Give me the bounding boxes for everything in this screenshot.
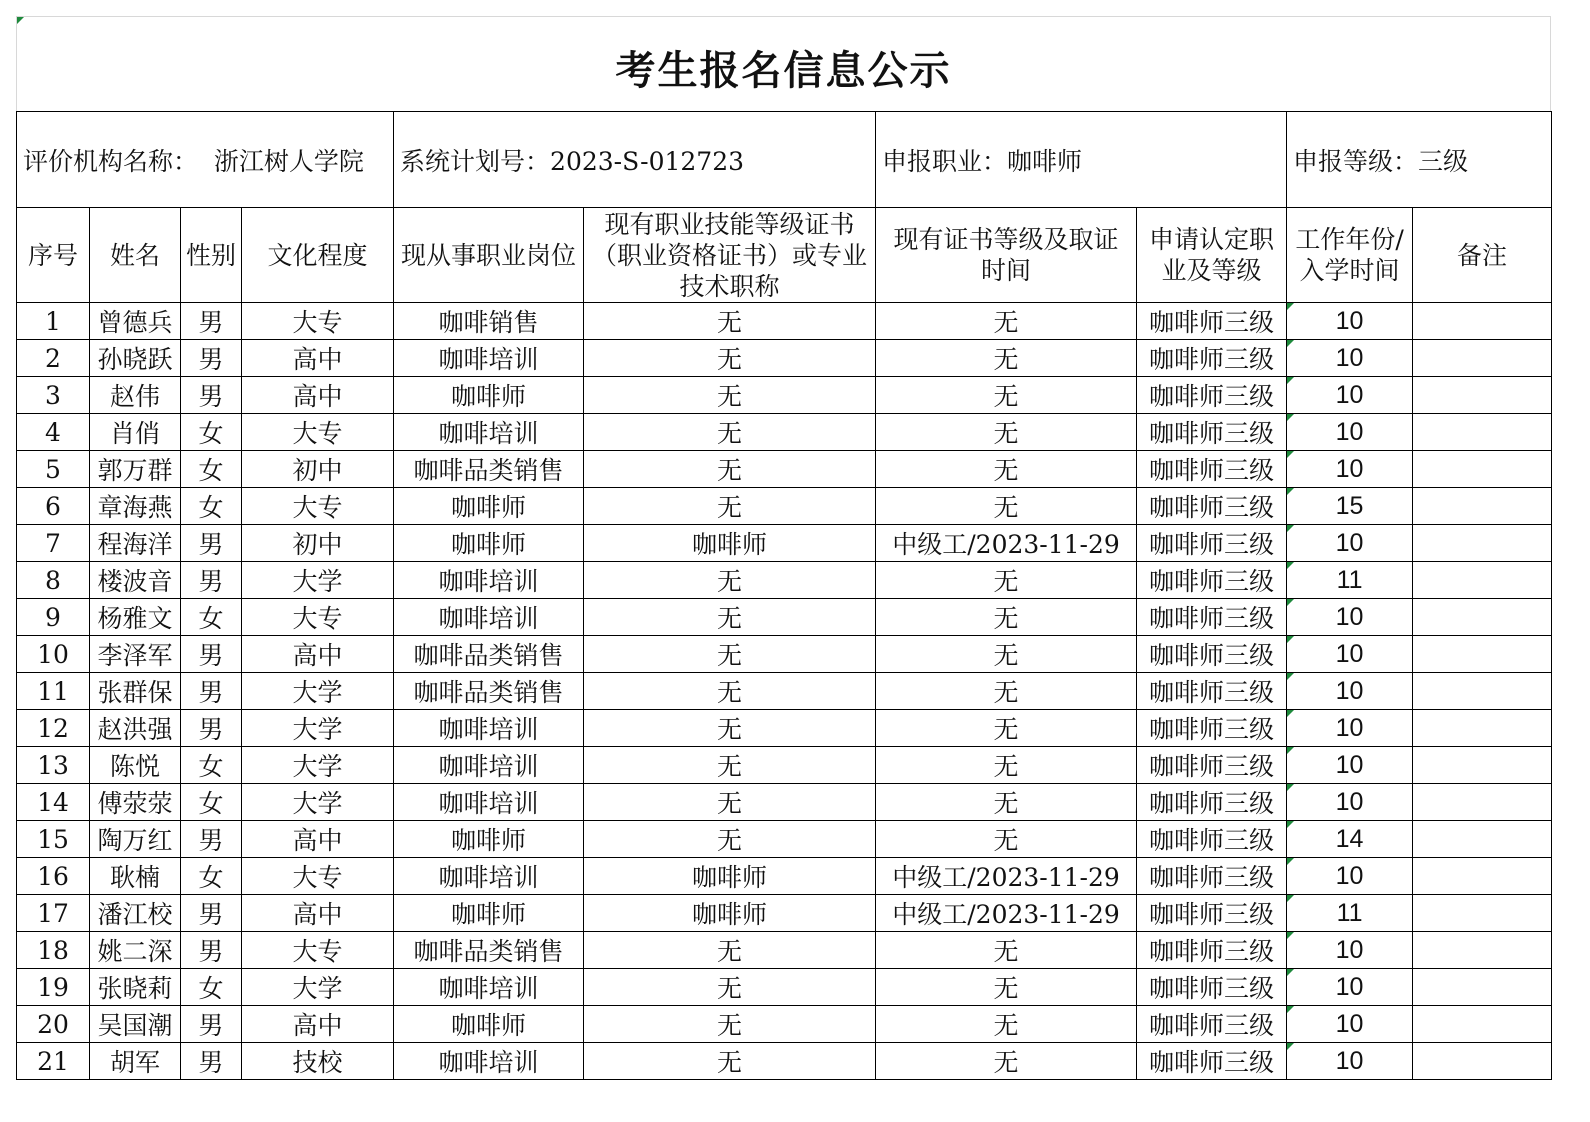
cell-education[interactable]: 大专: [242, 303, 394, 340]
cell-cert[interactable]: 无: [584, 673, 876, 710]
cell-cert-time[interactable]: 无: [876, 562, 1137, 599]
cell-name[interactable]: 陶万红: [90, 821, 181, 858]
plan-number-cell[interactable]: 系统计划号：2023-S-012723: [394, 112, 876, 208]
level-cell[interactable]: 申报等级：三级: [1287, 112, 1552, 208]
cell-no[interactable]: 8: [17, 562, 90, 599]
table-row: [17, 525, 1552, 562]
cell-cert-time[interactable]: 无: [876, 710, 1137, 747]
cell-no[interactable]: 17: [17, 895, 90, 932]
cell-cert[interactable]: 无: [584, 562, 876, 599]
cell-gender[interactable]: 男: [181, 821, 242, 858]
cell-apply[interactable]: 咖啡师三级: [1137, 414, 1287, 451]
cell-name[interactable]: 孙晓跃: [90, 340, 181, 377]
header-cert[interactable]: 现有职业技能等级证书（职业资格证书）或专业技术职称: [584, 208, 876, 303]
header-apply[interactable]: 申请认定职业及等级: [1137, 208, 1287, 303]
cell-years[interactable]: 10: [1287, 1006, 1413, 1043]
cell-remark[interactable]: [1413, 673, 1552, 710]
cell-cert[interactable]: 咖啡师: [584, 858, 876, 895]
cell-cert-time[interactable]: 中级工/2023-11-29: [876, 895, 1137, 932]
cell-no[interactable]: 21: [17, 1043, 90, 1080]
cell-cert[interactable]: 无: [584, 451, 876, 488]
cell-name[interactable]: 曾德兵: [90, 303, 181, 340]
cell-position[interactable]: 咖啡师: [394, 895, 584, 932]
cell-years[interactable]: 10: [1287, 340, 1413, 377]
cell-gender[interactable]: 女: [181, 599, 242, 636]
cell-gender[interactable]: 男: [181, 710, 242, 747]
info-row: [17, 112, 1552, 208]
cell-education[interactable]: 高中: [242, 377, 394, 414]
header-cert-time[interactable]: 现有证书等级及取证时间: [876, 208, 1137, 303]
cell-cert[interactable]: 无: [584, 821, 876, 858]
table-row: [17, 451, 1552, 488]
cell-no[interactable]: 4: [17, 414, 90, 451]
cell-education[interactable]: 高中: [242, 636, 394, 673]
cell-cert-time[interactable]: 无: [876, 451, 1137, 488]
text-number-indicator-icon: [1287, 636, 1294, 643]
cell-position[interactable]: 咖啡销售: [394, 303, 584, 340]
cell-education[interactable]: 初中: [242, 451, 394, 488]
cell-no[interactable]: 15: [17, 821, 90, 858]
cell-gender[interactable]: 女: [181, 488, 242, 525]
cell-education[interactable]: 大学: [242, 747, 394, 784]
cell-cert[interactable]: 无: [584, 636, 876, 673]
cell-cert[interactable]: 咖啡师: [584, 525, 876, 562]
cell-apply[interactable]: 咖啡师三级: [1137, 710, 1287, 747]
table-row: [17, 377, 1552, 414]
title-row: [16, 16, 1551, 111]
cell-gender[interactable]: 女: [181, 451, 242, 488]
cell-remark[interactable]: [1413, 636, 1552, 673]
cell-education[interactable]: 大专: [242, 488, 394, 525]
cell-years[interactable]: 10: [1287, 858, 1413, 895]
text-number-indicator-icon: [1287, 932, 1294, 939]
header-remark[interactable]: 备注: [1413, 208, 1552, 303]
cell-years[interactable]: 10: [1287, 525, 1413, 562]
table-row: [17, 784, 1552, 821]
header-row: [17, 208, 1552, 303]
cell-education[interactable]: 大学: [242, 969, 394, 1006]
cell-apply[interactable]: 咖啡师三级: [1137, 377, 1287, 414]
cell-apply[interactable]: 咖啡师三级: [1137, 451, 1287, 488]
spreadsheet: [16, 16, 1551, 1080]
text-number-indicator-icon: [1287, 1006, 1294, 1013]
cell-education[interactable]: 大专: [242, 858, 394, 895]
table-row: [17, 747, 1552, 784]
cell-apply[interactable]: 咖啡师三级: [1137, 784, 1287, 821]
text-number-indicator-icon: [1287, 340, 1294, 347]
cell-gender[interactable]: 女: [181, 414, 242, 451]
text-number-indicator-icon: [1287, 673, 1294, 680]
cell-name[interactable]: 陈悦: [90, 747, 181, 784]
cell-cert-time[interactable]: 无: [876, 377, 1137, 414]
table-row: [17, 932, 1552, 969]
header-no[interactable]: 序号: [17, 208, 90, 303]
cell-remark[interactable]: [1413, 488, 1552, 525]
cell-education[interactable]: 高中: [242, 1006, 394, 1043]
text-number-indicator-icon: [1287, 895, 1294, 902]
page-title: 考生报名信息公示: [615, 47, 952, 94]
cell-remark[interactable]: [1413, 451, 1552, 488]
cell-cert[interactable]: 无: [584, 1043, 876, 1080]
cell-position[interactable]: 咖啡品类销售: [394, 451, 584, 488]
cell-no[interactable]: 2: [17, 340, 90, 377]
text-number-indicator-icon: [1287, 747, 1294, 754]
cell-cert-time[interactable]: 无: [876, 1043, 1137, 1080]
cell-remark[interactable]: [1413, 599, 1552, 636]
cell-no[interactable]: 16: [17, 858, 90, 895]
table-row: [17, 895, 1552, 932]
cell-no[interactable]: 9: [17, 599, 90, 636]
cell-education[interactable]: 大学: [242, 562, 394, 599]
cell-years[interactable]: 11: [1287, 562, 1413, 599]
cell-cert-time[interactable]: 无: [876, 636, 1137, 673]
cell-apply[interactable]: 咖啡师三级: [1137, 525, 1287, 562]
cell-name[interactable]: 楼波音: [90, 562, 181, 599]
cell-name[interactable]: 姚二深: [90, 932, 181, 969]
cell-cert[interactable]: 无: [584, 932, 876, 969]
cell-education[interactable]: 高中: [242, 821, 394, 858]
header-name[interactable]: 姓名: [90, 208, 181, 303]
cell-position[interactable]: 咖啡品类销售: [394, 932, 584, 969]
cell-education[interactable]: 技校: [242, 1043, 394, 1080]
cell-position[interactable]: 咖啡师: [394, 1006, 584, 1043]
text-number-indicator-icon: [1287, 821, 1294, 828]
cell-gender[interactable]: 男: [181, 636, 242, 673]
cell-cert-time[interactable]: 无: [876, 932, 1137, 969]
cell-name[interactable]: 耿楠: [90, 858, 181, 895]
cell-cert[interactable]: 无: [584, 1006, 876, 1043]
cell-gender[interactable]: 女: [181, 747, 242, 784]
cell-years[interactable]: 10: [1287, 303, 1413, 340]
cell-cert[interactable]: 无: [584, 747, 876, 784]
text-number-indicator-icon: [1287, 525, 1294, 532]
cell-name[interactable]: 肖俏: [90, 414, 181, 451]
cell-cert[interactable]: 无: [584, 414, 876, 451]
cell-no[interactable]: 10: [17, 636, 90, 673]
cell-name[interactable]: 章海燕: [90, 488, 181, 525]
cell-apply[interactable]: 咖啡师三级: [1137, 636, 1287, 673]
cell-education[interactable]: 大专: [242, 414, 394, 451]
cell-gender[interactable]: 男: [181, 377, 242, 414]
cell-years[interactable]: 10: [1287, 636, 1413, 673]
cell-remark[interactable]: [1413, 562, 1552, 599]
cell-years[interactable]: 10: [1287, 1043, 1413, 1080]
cell-apply[interactable]: 咖啡师三级: [1137, 858, 1287, 895]
cell-remark[interactable]: [1413, 340, 1552, 377]
cell-cert-time[interactable]: 无: [876, 340, 1137, 377]
cell-name[interactable]: 李泽军: [90, 636, 181, 673]
cell-gender[interactable]: 女: [181, 784, 242, 821]
table-row: [17, 636, 1552, 673]
cell-years[interactable]: 10: [1287, 673, 1413, 710]
cell-apply[interactable]: 咖啡师三级: [1137, 932, 1287, 969]
cell-gender[interactable]: 男: [181, 340, 242, 377]
cell-no[interactable]: 6: [17, 488, 90, 525]
text-number-indicator-icon: [1287, 858, 1294, 865]
cell-position[interactable]: 咖啡培训: [394, 710, 584, 747]
cell-apply[interactable]: 咖啡师三级: [1137, 1006, 1287, 1043]
text-number-indicator-icon: [1287, 377, 1294, 384]
cell-education[interactable]: 大学: [242, 710, 394, 747]
cell-remark[interactable]: [1413, 784, 1552, 821]
cell-no[interactable]: 19: [17, 969, 90, 1006]
cell-cert-time[interactable]: 无: [876, 303, 1137, 340]
cell-remark[interactable]: [1413, 303, 1552, 340]
cell-years[interactable]: 10: [1287, 710, 1413, 747]
table-row: [17, 858, 1552, 895]
cell-cert-time[interactable]: 中级工/2023-11-29: [876, 525, 1137, 562]
cell-no[interactable]: 11: [17, 673, 90, 710]
cell-gender[interactable]: 男: [181, 895, 242, 932]
cell-position[interactable]: 咖啡师: [394, 377, 584, 414]
cell-cert[interactable]: 无: [584, 710, 876, 747]
text-number-indicator-icon: [1287, 303, 1294, 310]
cell-position[interactable]: 咖啡培训: [394, 747, 584, 784]
cell-gender[interactable]: 男: [181, 673, 242, 710]
cell-position[interactable]: 咖啡师: [394, 821, 584, 858]
cell-cert-time[interactable]: 无: [876, 414, 1137, 451]
cell-education[interactable]: 大专: [242, 932, 394, 969]
cell-apply[interactable]: 咖啡师三级: [1137, 340, 1287, 377]
cell-apply[interactable]: 咖啡师三级: [1137, 969, 1287, 1006]
cell-cert-time[interactable]: 无: [876, 599, 1137, 636]
cell-education[interactable]: 大学: [242, 784, 394, 821]
table-row: [17, 673, 1552, 710]
cell-cert-time[interactable]: 无: [876, 488, 1137, 525]
cell-position[interactable]: 咖啡培训: [394, 562, 584, 599]
cell-gender[interactable]: 男: [181, 932, 242, 969]
cell-cert[interactable]: 无: [584, 599, 876, 636]
cell-years[interactable]: 14: [1287, 821, 1413, 858]
cell-years[interactable]: 10: [1287, 451, 1413, 488]
cell-years[interactable]: 10: [1287, 599, 1413, 636]
text-number-indicator-icon: [1287, 784, 1294, 791]
cell-cert[interactable]: 无: [584, 488, 876, 525]
cell-cert[interactable]: 无: [584, 340, 876, 377]
cell-gender[interactable]: 男: [181, 303, 242, 340]
text-number-indicator-icon: [1287, 562, 1294, 569]
cell-education[interactable]: 大学: [242, 673, 394, 710]
table-row: [17, 710, 1552, 747]
text-number-indicator-icon: [1287, 1043, 1294, 1050]
cell-name[interactable]: 胡军: [90, 1043, 181, 1080]
table-row: [17, 488, 1552, 525]
cell-apply[interactable]: 咖啡师三级: [1137, 488, 1287, 525]
table-row: [17, 414, 1552, 451]
cell-remark[interactable]: [1413, 525, 1552, 562]
table-row: [17, 821, 1552, 858]
cell-remark[interactable]: [1413, 821, 1552, 858]
cell-position[interactable]: 咖啡品类销售: [394, 673, 584, 710]
cell-position[interactable]: 咖啡培训: [394, 1043, 584, 1080]
cell-remark[interactable]: [1413, 710, 1552, 747]
cell-remark[interactable]: [1413, 1006, 1552, 1043]
text-number-indicator-icon: [1287, 414, 1294, 421]
cell-position[interactable]: 咖啡培训: [394, 784, 584, 821]
cell-remark[interactable]: [1413, 858, 1552, 895]
cell-position[interactable]: 咖啡师: [394, 525, 584, 562]
table-row: [17, 562, 1552, 599]
cell-name[interactable]: 潘江校: [90, 895, 181, 932]
occupation-cell[interactable]: 申报职业：咖啡师: [876, 112, 1287, 208]
header-years[interactable]: 工作年份/入学时间: [1287, 208, 1413, 303]
cell-years[interactable]: 15: [1287, 488, 1413, 525]
cell-remark[interactable]: [1413, 414, 1552, 451]
cell-name[interactable]: 张群保: [90, 673, 181, 710]
cell-no[interactable]: 12: [17, 710, 90, 747]
cell-apply[interactable]: 咖啡师三级: [1137, 599, 1287, 636]
cell-position[interactable]: 咖啡培训: [394, 969, 584, 1006]
cell-cert[interactable]: 无: [584, 303, 876, 340]
cell-apply[interactable]: 咖啡师三级: [1137, 303, 1287, 340]
table-row: [17, 1043, 1552, 1080]
cell-name[interactable]: 张晓莉: [90, 969, 181, 1006]
cell-apply[interactable]: 咖啡师三级: [1137, 747, 1287, 784]
cell-remark[interactable]: [1413, 895, 1552, 932]
cell-name[interactable]: 赵伟: [90, 377, 181, 414]
cell-no[interactable]: 3: [17, 377, 90, 414]
cell-apply[interactable]: 咖啡师三级: [1137, 821, 1287, 858]
table-row: [17, 303, 1552, 340]
cell-gender[interactable]: 女: [181, 858, 242, 895]
cell-years[interactable]: 11: [1287, 895, 1413, 932]
header-education[interactable]: 文化程度: [242, 208, 394, 303]
cell-remark[interactable]: [1413, 1043, 1552, 1080]
cell-position[interactable]: 咖啡培训: [394, 340, 584, 377]
header-gender[interactable]: 性别: [181, 208, 242, 303]
cell-cert[interactable]: 无: [584, 784, 876, 821]
table-row: [17, 599, 1552, 636]
cell-remark[interactable]: [1413, 932, 1552, 969]
table-row: [17, 1006, 1552, 1043]
cell-remark[interactable]: [1413, 747, 1552, 784]
cell-gender[interactable]: 男: [181, 1006, 242, 1043]
cell-position[interactable]: 咖啡培训: [394, 599, 584, 636]
cell-education[interactable]: 大专: [242, 599, 394, 636]
cell-years[interactable]: 10: [1287, 747, 1413, 784]
cell-no[interactable]: 14: [17, 784, 90, 821]
cell-name[interactable]: 郭万群: [90, 451, 181, 488]
cell-cert-time[interactable]: 中级工/2023-11-29: [876, 858, 1137, 895]
cell-years[interactable]: 10: [1287, 784, 1413, 821]
cell-cert-time[interactable]: 无: [876, 1006, 1137, 1043]
cell-cert-time[interactable]: 无: [876, 673, 1137, 710]
cell-position[interactable]: 咖啡品类销售: [394, 636, 584, 673]
table-row: [17, 969, 1552, 1006]
cell-years[interactable]: 10: [1287, 414, 1413, 451]
cell-position[interactable]: 咖啡培训: [394, 858, 584, 895]
cell-remark[interactable]: [1413, 377, 1552, 414]
header-position[interactable]: 现从事职业岗位: [394, 208, 584, 303]
cell-no[interactable]: 7: [17, 525, 90, 562]
text-number-indicator-icon: [1287, 451, 1294, 458]
cell-apply[interactable]: 咖啡师三级: [1137, 1043, 1287, 1080]
cell-no[interactable]: 13: [17, 747, 90, 784]
cell-gender[interactable]: 男: [181, 525, 242, 562]
cell-cert[interactable]: 咖啡师: [584, 895, 876, 932]
text-number-indicator-icon: [1287, 599, 1294, 606]
cell-cert[interactable]: 无: [584, 377, 876, 414]
cell-years[interactable]: 10: [1287, 932, 1413, 969]
cell-years[interactable]: 10: [1287, 377, 1413, 414]
cell-cert-time[interactable]: 无: [876, 969, 1137, 1006]
cell-name[interactable]: 赵洪强: [90, 710, 181, 747]
cell-education[interactable]: 高中: [242, 340, 394, 377]
cell-education[interactable]: 初中: [242, 525, 394, 562]
cell-cert-time[interactable]: 无: [876, 784, 1137, 821]
registration-table: [16, 111, 1552, 1080]
cell-apply[interactable]: 咖啡师三级: [1137, 895, 1287, 932]
cell-cert[interactable]: 无: [584, 969, 876, 1006]
cell-education[interactable]: 高中: [242, 895, 394, 932]
table-body: [17, 303, 1552, 1080]
cell-no[interactable]: 1: [17, 303, 90, 340]
cell-apply[interactable]: 咖啡师三级: [1137, 673, 1287, 710]
cell-years[interactable]: 10: [1287, 969, 1413, 1006]
cell-indicator-icon: [17, 17, 24, 24]
cell-name[interactable]: 杨雅文: [90, 599, 181, 636]
cell-gender[interactable]: 男: [181, 1043, 242, 1080]
cell-position[interactable]: 咖啡师: [394, 488, 584, 525]
text-number-indicator-icon: [1287, 710, 1294, 717]
cell-position[interactable]: 咖啡培训: [394, 414, 584, 451]
cell-no[interactable]: 5: [17, 451, 90, 488]
cell-apply[interactable]: 咖啡师三级: [1137, 562, 1287, 599]
table-row: [17, 340, 1552, 377]
cell-gender[interactable]: 女: [181, 969, 242, 1006]
text-number-indicator-icon: [1287, 969, 1294, 976]
cell-name[interactable]: 程海洋: [90, 525, 181, 562]
cell-gender[interactable]: 男: [181, 562, 242, 599]
org-name-cell[interactable]: 评价机构名称： 浙江树人学院: [17, 112, 394, 208]
cell-name[interactable]: 吴国潮: [90, 1006, 181, 1043]
cell-cert-time[interactable]: 无: [876, 821, 1137, 858]
cell-remark[interactable]: [1413, 969, 1552, 1006]
cell-no[interactable]: 18: [17, 932, 90, 969]
cell-name[interactable]: 傅荥荥: [90, 784, 181, 821]
cell-cert-time[interactable]: 无: [876, 747, 1137, 784]
text-number-indicator-icon: [1287, 488, 1294, 495]
cell-no[interactable]: 20: [17, 1006, 90, 1043]
